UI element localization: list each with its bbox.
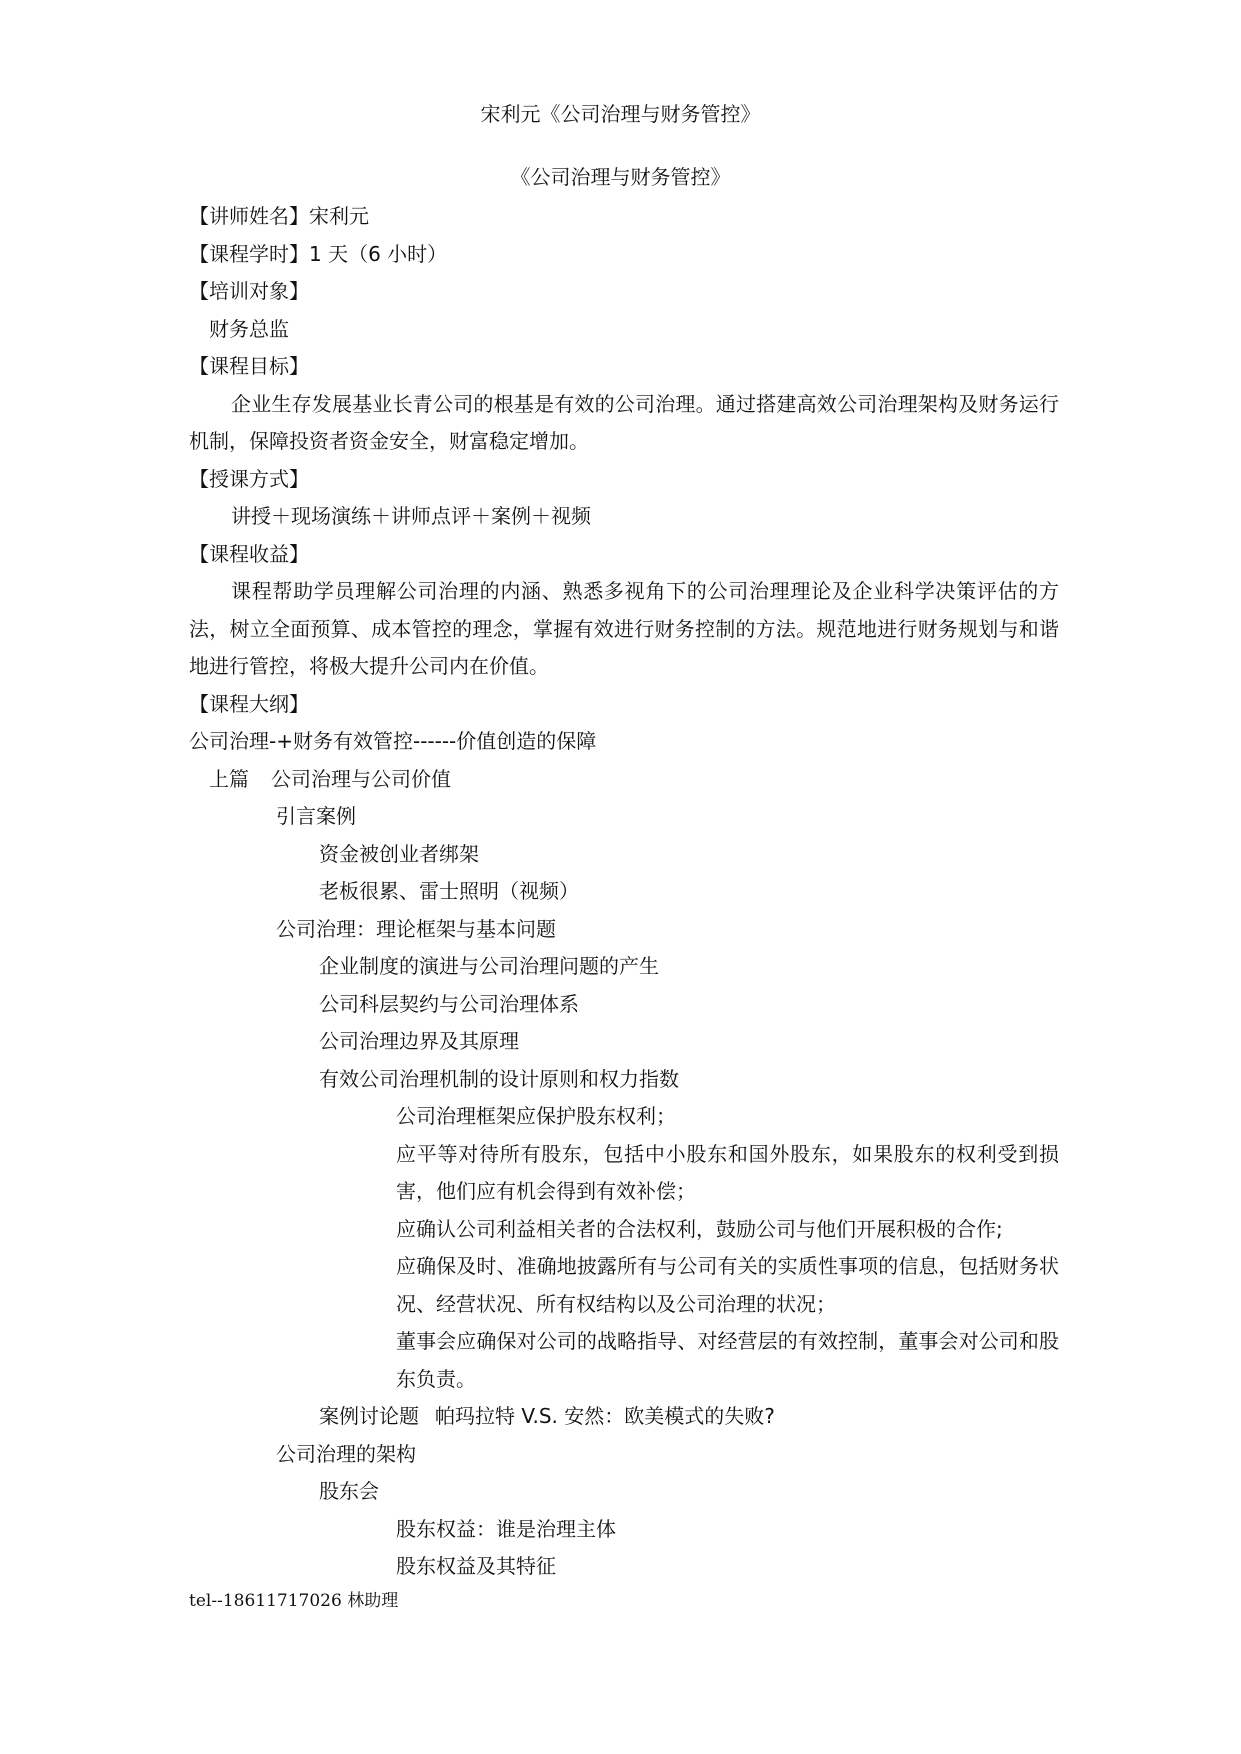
audience-label: 【培训对象】 <box>189 279 309 303</box>
footer-contact: tel--18611717026 林助理 <box>189 1591 399 1611</box>
document-title: 宋利元《公司治理与财务管控》 <box>480 102 761 126</box>
hours-label: 【课程学时】 <box>189 241 309 266</box>
benefit-label: 【课程收益】 <box>189 541 309 566</box>
course-title: 《公司治理与财务管控》 <box>510 165 731 189</box>
lecturer-label: 【讲师姓名】 <box>189 204 309 228</box>
method-label: 【授课方式】 <box>189 466 309 491</box>
principle-item: 应确保及时、准确地披露所有与公司有关的实质性事项的信息，包括财务状况、经营状况、所有权结构以及公司治理的状况； <box>396 1254 1059 1316</box>
list-item: 企业制度的演进与公司治理问题的产生 <box>319 954 659 978</box>
goal-label: 【课程目标】 <box>189 354 309 378</box>
list-item: 股东权益：谁是治理主体 <box>396 1516 616 1541</box>
audience-value: 财务总监 <box>209 316 289 341</box>
part-heading <box>189 761 1059 799</box>
hours-value: 1 天（6 小时） <box>309 241 448 266</box>
list-item: 股东权益及其特征 <box>396 1554 556 1578</box>
list-item: 老板很累、雷士照明（视频） <box>319 879 579 903</box>
outline-main-title: 公司治理-+财务有效管控------价值创造的保障 <box>189 729 597 753</box>
structure-heading: 公司治理的架构 <box>276 1441 416 1466</box>
part-title: 公司治理与公司价值 <box>271 766 451 791</box>
part-label: 上篇 <box>209 766 249 791</box>
lecturer-row <box>189 198 1059 236</box>
benefit-paragraph: 课程帮助学员理解公司治理的内涵、熟悉多视角下的公司治理理论及企业科学决策评估的方法，树立全面预算、成本管控的理念，掌握有效进行财务控制的方法。规范地进行财务规划与和谐地进行管控，将极大提升公司内在价值。 <box>189 579 1059 678</box>
principle-item: 应平等对待所有股东，包括中小股东和国外股东，如果股东的权利受到损害，他们应有机会得到有效补偿； <box>396 1141 1059 1203</box>
method-value: 讲授＋现场演练＋讲师点评＋案例＋视频 <box>231 504 591 528</box>
list-item: 公司科层契约与公司治理体系 <box>319 991 579 1016</box>
shareholders-meeting-heading: 股东会 <box>319 1479 379 1503</box>
principle-item: 公司治理框架应保护股东权利； <box>396 1104 676 1128</box>
list-item: 资金被创业者绑架 <box>319 841 479 866</box>
goal-paragraph: 企业生存发展基业长青公司的根基是有效的公司治理。通过搭建高效公司治理架构及财务运行机制，保障投资者资金安全，财富稳定增加。 <box>189 391 1059 453</box>
theory-heading: 公司治理：理论框架与基本问题 <box>276 916 556 941</box>
list-item: 有效公司治理机制的设计原则和权力指数 <box>319 1066 679 1091</box>
principle-item: 董事会应确保对公司的战略指导、对经营层的有效控制，董事会对公司和股东负责。 <box>396 1329 1059 1391</box>
lecturer-value: 宋利元 <box>309 204 369 228</box>
outline-label: 【课程大纲】 <box>189 691 309 716</box>
list-item: 公司治理边界及其原理 <box>319 1029 519 1053</box>
hours-row <box>189 236 1059 274</box>
case-text: 帕玛拉特 V.S. 安然：欧美模式的失败? <box>435 1404 775 1428</box>
principle-item: 应确认公司利益相关者的合法权利，鼓励公司与他们开展积极的合作; <box>396 1216 1003 1241</box>
document-body <box>189 198 1059 1586</box>
intro-case-heading: 引言案例 <box>276 804 356 828</box>
case-label: 案例讨论题 <box>319 1404 419 1428</box>
case-discussion-row <box>189 1398 1059 1436</box>
